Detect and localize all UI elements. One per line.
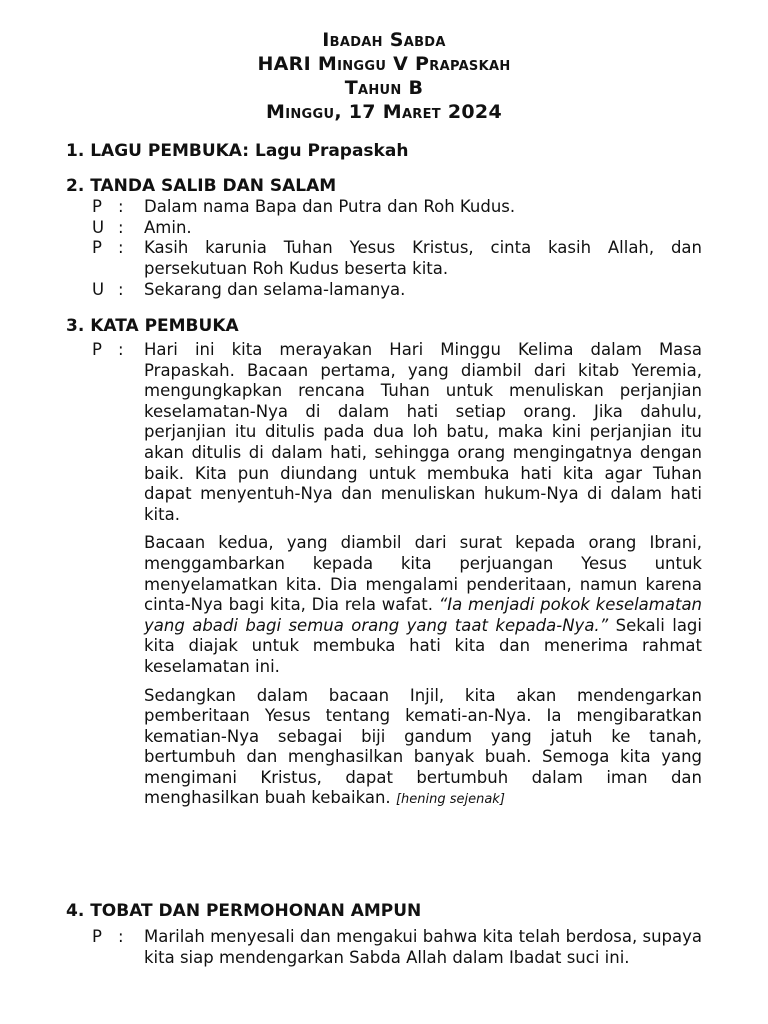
section-4-title: 4. TOBAT DAN PERMOHONAN AMPUN <box>66 901 422 921</box>
speaker-label: P <box>92 197 102 216</box>
second-reading-text: Bacaan kedua, yang diambil dari surat kepada orang Ibrani, menggambarkan kepada kita perjuangan Yesus untuk menyelamatkan kita. Dia mengalami penderitaan, namun karena cinta-Nya bagi kita, Dia rela wafat. <box>144 533 702 615</box>
speaker-label: U <box>92 280 105 299</box>
gospel-text: Sedangkan dalam bacaan Injil, kita akan mendengarkan pemberitaan Yesus tentang kemati-an-Nya. Ia mengibaratkan kematian-Nya sebagai biji gandum yang jatuh ke tanah, bertumbuh dan menghasilkan banyak buah. Semoga kita yang mengimani Kristus, dapat bertumbuh dalam iman dan menghasilkan buah kebaikan. <box>144 685 702 808</box>
dialogue-text: Amin. <box>144 218 192 237</box>
opening-words-text <box>144 340 702 819</box>
colon-separator: : <box>118 238 124 257</box>
header-occasion: HARI Minggu V Prapaskah <box>257 53 511 75</box>
speaker-label: P <box>92 340 102 359</box>
paragraph-second-reading <box>144 533 702 677</box>
speaker-label: P <box>92 238 102 257</box>
header-title: Ibadah Sabda <box>322 29 446 51</box>
header-date: Minggu, 17 Maret 2024 <box>266 101 502 123</box>
paragraph-first-reading: Hari ini kita merayakan Hari Minggu Kelima dalam Masa Prapaskah. Bacaan pertama, yang diambil dari kitab Yeremia, mengungkapkan rencana Tuhan untuk menuliskan perjanjian keselamatan-Nya di dalam hati setiap orang. Jika dahulu, perjanjian itu ditulis pada dua loh batu, maka kini perjanjian itu akan ditulis di dalam hati, sehingga orang mengingatnya dengan baik. Kita pun diundang untuk membuka hati kita agar Tuhan dapat menyentuh-Nya dan menuliskan hukum-Nya di dalam hati kita. <box>144 340 702 524</box>
section-1-title: 1. LAGU PEMBUKA: Lagu Prapaskah <box>66 141 409 161</box>
second-reading-quote: “Ia menjadi pokok keselamatan yang abadi bagi semua orang yang taat kepada-Nya.” <box>144 595 703 635</box>
section-3-title: 3. KATA PEMBUKA <box>66 316 239 336</box>
colon-separator: : <box>118 197 124 216</box>
document-header <box>0 28 768 124</box>
dialogue-text: Marilah menyesali dan mengakui bahwa kita telah berdosa, supaya kita siap mendengarkan Sabda Allah dalam Ibadat suci ini. <box>144 927 702 967</box>
colon-separator: : <box>118 218 124 237</box>
second-reading-closing: Sekali lagi kita diajak untuk membuka hati kita dan menerima rahmat keselamatan ini. <box>144 615 702 676</box>
header-year: Tahun B <box>344 77 424 99</box>
dialogue-text: Sekarang dan selama-lamanya. <box>144 280 406 299</box>
colon-separator: : <box>118 927 124 946</box>
dialogue-text: Dalam nama Bapa dan Putra dan Roh Kudus. <box>144 197 516 216</box>
section-2-title: 2. TANDA SALIB DAN SALAM <box>66 176 337 196</box>
dialogue-text: Kasih karunia Tuhan Yesus Kristus, cinta kasih Allah, dan persekutuan Roh Kudus beserta kita. <box>144 238 702 278</box>
paragraph-gospel <box>144 686 702 812</box>
colon-separator: : <box>118 340 124 359</box>
colon-separator: : <box>118 280 124 299</box>
speaker-label: U <box>92 218 105 237</box>
silence-note: [hening sejenak] <box>395 792 505 808</box>
speaker-label: P <box>92 927 102 946</box>
